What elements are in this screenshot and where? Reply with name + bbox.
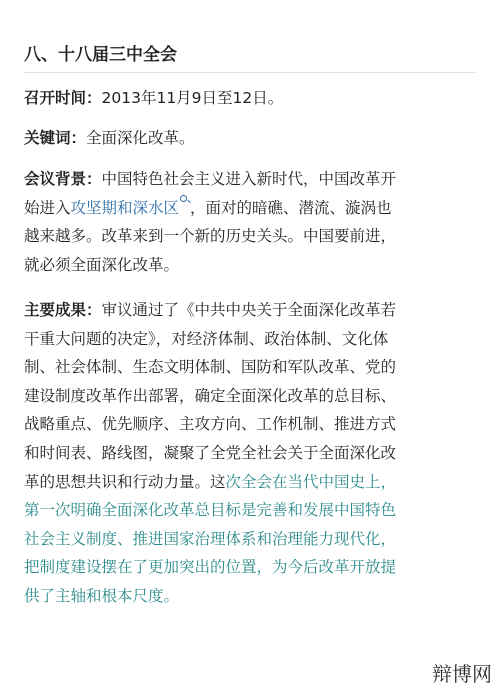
keyword-link[interactable]: 攻坚期和深水区 bbox=[70, 198, 180, 217]
results-line-11: 供了主轴和根本尺度。 bbox=[24, 586, 180, 605]
results-line-9: 社会主义制度、推进国家治理体系和治理能力现代化， bbox=[24, 529, 397, 548]
results-line-6: 和时间表、路线图，凝聚了全党全社会关于全面深化改 bbox=[24, 443, 397, 462]
background-line-4: 就必须全面深化改革。 bbox=[24, 255, 180, 274]
keywords-paragraph bbox=[24, 124, 480, 153]
meeting-time-label: 召开时间： bbox=[24, 89, 102, 107]
background-text-1: 中国特色社会主义进入新时代，中国改革开 bbox=[101, 170, 397, 188]
results-paragraph bbox=[24, 296, 480, 611]
keywords-value: 全面深化改革。 bbox=[86, 129, 195, 147]
results-line-4: 建设制度改革作出部署，确定全面深化改革的总目标、 bbox=[24, 386, 397, 405]
background-text-2a: 始进入 bbox=[24, 198, 71, 217]
highlighted-text-start: 次全会在当代中国史上， bbox=[225, 472, 397, 491]
background-line-3: 越来越多。改革来到一个新的历史关头。中国要前进， bbox=[24, 227, 397, 246]
section-heading: 八、十八届三中全会 bbox=[24, 45, 177, 65]
background-line-2 bbox=[24, 194, 480, 223]
meeting-time-paragraph bbox=[24, 84, 480, 113]
results-line-10: 把制度建设摆在了更加突出的位置，为今后改革开放提 bbox=[24, 558, 397, 577]
results-line-5: 战略重点、优先顺序、主攻方向、工作机制、推进方式 bbox=[24, 415, 397, 434]
meeting-time-value: 2013年11月9日至12日。 bbox=[101, 89, 284, 107]
background-line-1 bbox=[24, 165, 480, 194]
background-text-2b: ，面对的暗礁、潜流、漩涡也 bbox=[190, 198, 392, 217]
results-label: 主要成果： bbox=[24, 301, 102, 319]
search-icon[interactable] bbox=[180, 194, 190, 206]
meeting-time-line bbox=[24, 84, 480, 113]
heading-divider bbox=[24, 72, 476, 73]
results-line-7 bbox=[24, 468, 480, 497]
results-text-1: 审议通过了《中共中央关于全面深化改革若 bbox=[101, 301, 397, 319]
results-line-2: 干重大问题的决定》，对经济体制、政治体制、文化体 bbox=[24, 329, 389, 348]
results-line-3: 制、社会体制、生态文明体制、国防和军队改革、党的 bbox=[24, 358, 397, 377]
keywords-label: 关键词： bbox=[24, 129, 87, 147]
results-line-8: 第一次明确全面深化改革总目标是完善和发展中国特色 bbox=[24, 501, 397, 520]
results-line-1 bbox=[24, 296, 480, 325]
keywords-line bbox=[24, 124, 480, 153]
results-text-7a: 革的思想共识和行动力量。这 bbox=[24, 472, 226, 491]
background-label: 会议背景： bbox=[24, 170, 102, 188]
site-watermark: 辩博网 bbox=[432, 662, 492, 686]
background-paragraph bbox=[24, 165, 480, 279]
